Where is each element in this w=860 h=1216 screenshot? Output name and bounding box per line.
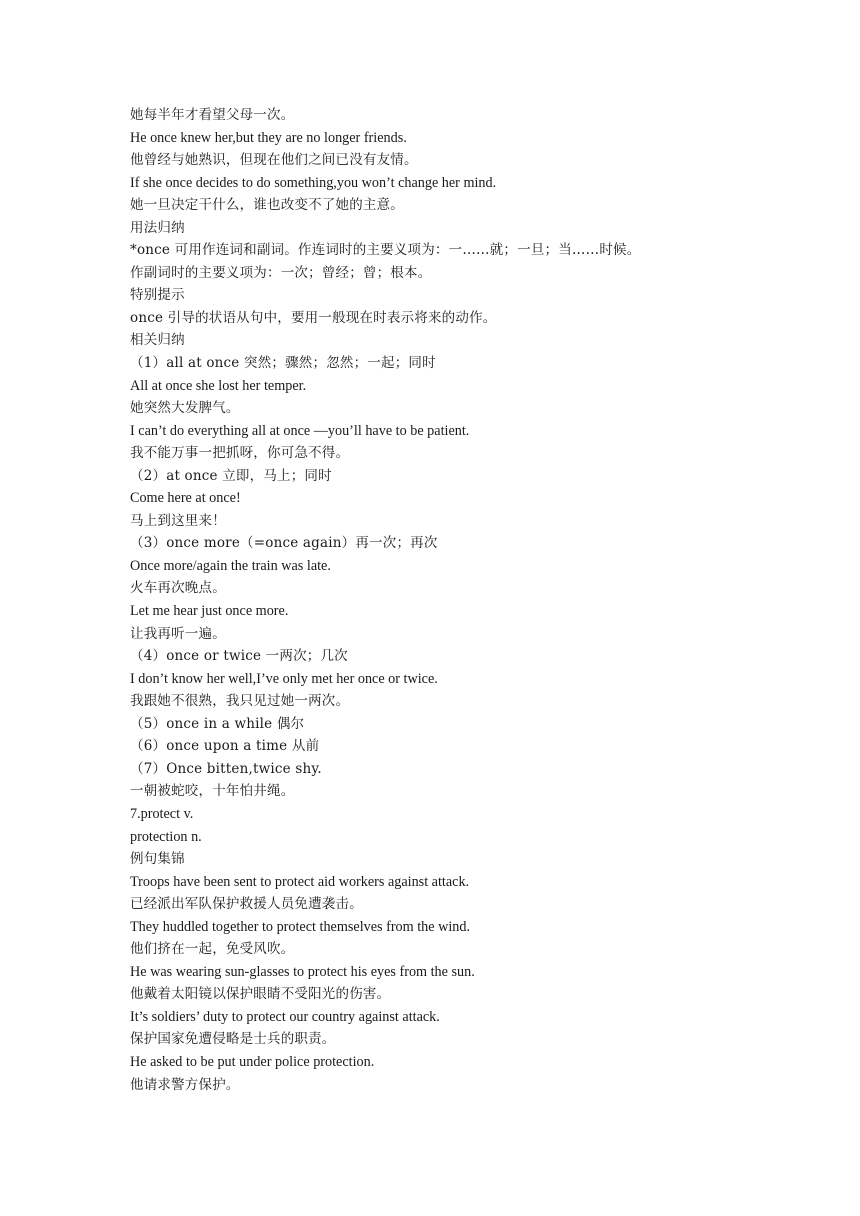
text-line: 已经派出军队保护救援人员免遭袭击。 [130,896,363,913]
text-line: Once more/again the train was late. [130,557,331,574]
text-line: Let me hear just once more. [130,603,289,620]
text-line: *once 可用作连词和副词。作连词时的主要义项为：一……就；一旦；当……时候。 [130,242,641,259]
text-line: （5）once in a while 偶尔 [130,715,305,732]
text-line: I don’t know her well,I’ve only met her once or twice. [130,670,438,687]
text-line: （4）once or twice 一两次；几次 [130,648,348,665]
text-line: 他戴着太阳镜以保护眼睛不受阳光的伤害。 [130,986,391,1003]
text-line: 例句集锦 [130,851,185,868]
text-line: They huddled together to protect themselves from the wind. [130,918,471,935]
text-line: 作副词时的主要义项为：一次；曾经；曾；根本。 [130,264,432,281]
text-line: All at once she lost her temper. [130,377,307,394]
text-line: 他请求警方保护。 [130,1076,240,1093]
text-line: 他们挤在一起，免受风吹。 [130,941,295,958]
text-line: （3）once more（=once again）再一次；再次 [130,535,438,552]
text-line: Come here at once! [130,490,241,507]
text-line: 她突然大发脾气。 [130,400,240,417]
text-line: 火车再次晚点。 [130,580,226,597]
text-line: He once knew her,but they are no longer friends. [130,129,407,146]
text-line: 7.protect v. [130,805,194,822]
text-line: He asked to be put under police protection. [130,1053,375,1070]
text-line: once 引导的状语从句中，要用一般现在时表示将来的动作。 [130,309,497,326]
text-line: 保护国家免遭侵略是士兵的职责。 [130,1031,336,1048]
text-line: （1）all at once 突然；骤然；忽然；一起；同时 [130,355,436,372]
text-line: He was wearing sun-glasses to protect his eyes from the sun. [130,963,475,980]
text-line: （7）Once bitten,twice shy. [130,760,322,777]
text-line: 他曾经与她熟识，但现在他们之间已没有友情。 [130,152,418,169]
text-line: 一朝被蛇咬，十年怕井绳。 [130,783,295,800]
text-line: 特别提示 [130,287,185,304]
text-line: I can’t do everything all at once —you’ll have to be patient. [130,422,470,439]
text-line: Troops have been sent to protect aid workers against attack. [130,873,470,890]
text-line: 让我再听一遍。 [130,625,226,642]
text-line: （2）at once 立即，马上；同时 [130,467,332,484]
text-line: 她一旦决定干什么，谁也改变不了她的主意。 [130,197,404,214]
text-line: 她每半年才看望父母一次。 [130,107,295,123]
text-line: It’s soldiers’ duty to protect our country against attack. [130,1008,440,1025]
text-line: 我不能万事一把抓呀，你可急不得。 [130,445,350,462]
text-line: 相关归纳 [130,332,185,349]
text-line: （6）once upon a time 从前 [130,738,320,755]
text-line: protection n. [130,828,202,845]
text-line: 马上到这里来！ [130,512,226,529]
text-line: 我跟她不很熟，我只见过她一两次。 [130,693,350,710]
document-body [130,104,810,1096]
text-line: 用法归纳 [130,219,185,236]
text-line: If she once decides to do something,you won’t change her mind. [130,174,497,191]
